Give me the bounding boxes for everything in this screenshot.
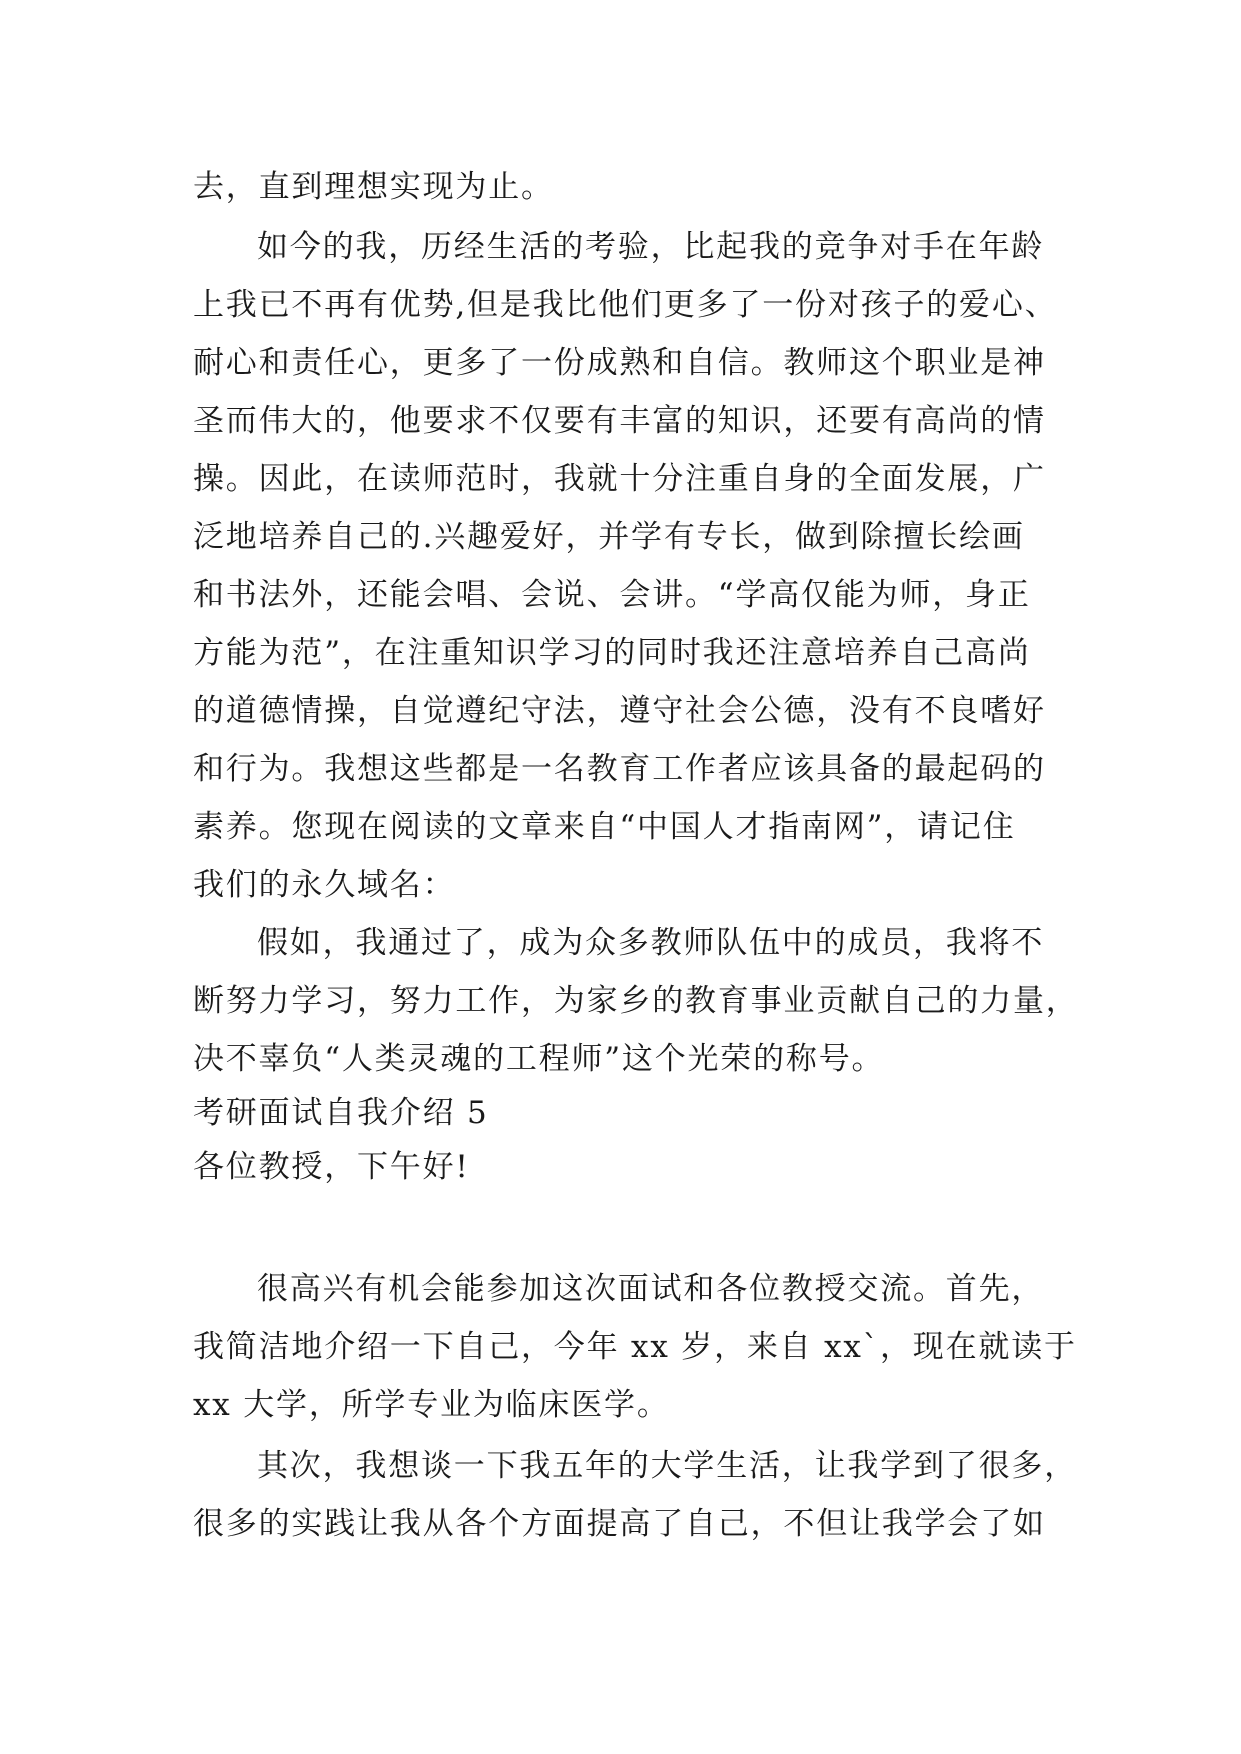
text-line: 很多的实践让我从各个方面提高了自己，不但让我学会了如 xyxy=(193,1506,1046,1542)
text-line: 方能为范”，在注重知识学习的同时我还注意培养自己高尚 xyxy=(193,635,1031,671)
text-line: 决不辜负“人类灵魂的工程师”这个光荣的称号。 xyxy=(193,1041,885,1077)
text-line: 耐心和责任心，更多了一份成熟和自信。教师这个职业是神 xyxy=(193,345,1046,381)
text-line: 假如，我通过了，成为众多教师队伍中的成员，我将不 xyxy=(257,925,1045,961)
text-line: 的道德情操，自觉遵纪守法，遵守社会公德，没有不良嗜好 xyxy=(193,693,1046,729)
text-line: 我们的永久域名： xyxy=(193,867,456,903)
text-line: 断努力学习，努力工作，为家乡的教育事业贡献自己的力量， xyxy=(193,983,1079,1019)
text-line: 操。因此，在读师范时，我就十分注重自身的全面发展，广 xyxy=(193,461,1046,497)
text-line: 我简洁地介绍一下自己，今年 xx 岁，来自 xx`，现在就读于 xyxy=(193,1329,1077,1365)
text-line: 很高兴有机会能参加这次面试和各位教授交流。首先， xyxy=(257,1271,1045,1307)
greeting-line: 各位教授，下午好! xyxy=(193,1149,470,1185)
text-line: 泛地培养自己的.兴趣爱好，并学有专长，做到除擅长绘画 xyxy=(193,519,1025,555)
text-line: 和书法外，还能会唱、会说、会讲。“学高仅能为师，身正 xyxy=(193,577,1031,613)
text-line: 如今的我，历经生活的考验，比起我的竞争对手在年龄 xyxy=(257,229,1045,265)
text-line: 素养。您现在阅读的文章来自“中国人才指南网”，请记住 xyxy=(193,809,1016,845)
text-line: 圣而伟大的，他要求不仅要有丰富的知识，还要有高尚的情 xyxy=(193,403,1046,439)
text-line: 其次，我想谈一下我五年的大学生活，让我学到了很多， xyxy=(257,1448,1077,1484)
text-line: 和行为。我想这些都是一名教育工作者应该具备的最起码的 xyxy=(193,751,1046,787)
text-line: xx 大学，所学专业为临床医学。 xyxy=(193,1387,670,1423)
text-line: 上我已不再有优势,但是我比他们更多了一份对孩子的爱心、 xyxy=(193,287,1058,323)
text-line: 去，直到理想实现为止。 xyxy=(193,169,554,205)
section-heading: 考研面试自我介绍 5 xyxy=(193,1095,489,1131)
